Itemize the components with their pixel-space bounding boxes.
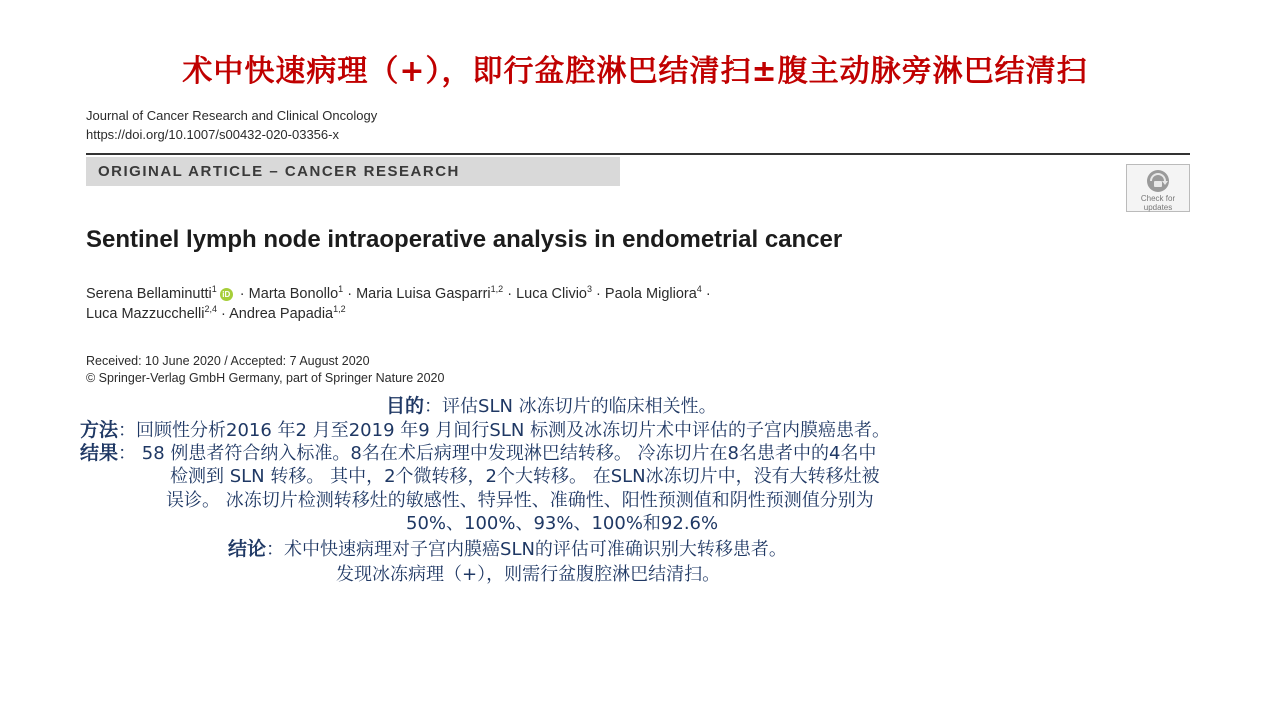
article-type-banner: ORIGINAL ARTICLE – CANCER RESEARCH: [86, 157, 620, 186]
author-separator: ·: [705, 286, 711, 302]
check-updates-line2: updates: [1143, 203, 1173, 212]
author-list: [86, 284, 711, 324]
results-label: 结果: [80, 442, 119, 464]
check-updates-line1: Check for: [1140, 194, 1176, 203]
slide-title: 术中快速病理（+），即行盆腔淋巴结清扫±腹主动脉旁淋巴结清扫: [182, 54, 1088, 89]
author-separator: ·: [596, 286, 601, 302]
orcid-icon[interactable]: iD: [220, 288, 233, 301]
author-affiliation: 1: [338, 284, 344, 295]
objective-text: ：评估SLN 冰冻切片的临床相关性。: [424, 396, 717, 417]
journal-name: Journal of Cancer Research and Clinical Oncology: [86, 108, 378, 123]
author-name: Andrea Papadia: [229, 306, 334, 322]
methods-text: ：回顾性分析2016 年2 月至2019 年9 月间行SLN 标测及冰冻切片术中评估的子宫内膜癌患者。: [118, 420, 891, 441]
conclusion-line-1: [228, 539, 787, 560]
results-line-4: 50%、100%、93%、100%和92.6%: [406, 513, 719, 534]
author-name: Luca Clivio: [516, 286, 587, 302]
conclusion-text-1: ：术中快速病理对子宫内膜癌SLN的评估可准确识别大转移患者。: [266, 539, 787, 560]
check-updates-icon: [1145, 168, 1171, 194]
results-line-1: [80, 443, 876, 464]
author-line-1: [86, 284, 711, 304]
author-line-2: [86, 304, 711, 324]
author-separator: ·: [221, 306, 226, 322]
author-name: Serena Bellaminutti: [86, 286, 212, 302]
divider-line: [86, 153, 1190, 155]
author-name: Marta Bonollo: [248, 286, 339, 302]
author-affiliation: 1: [211, 284, 217, 295]
author-name: Maria Luisa Gasparri: [356, 286, 491, 302]
doi-link[interactable]: https://doi.org/10.1007/s00432-020-03356-x: [86, 127, 339, 142]
author-name: Luca Mazzucchelli: [86, 306, 205, 322]
received-date: Received: 10 June 2020 / Accepted: 7 August 2020: [86, 354, 370, 368]
paper-title: Sentinel lymph node intraoperative analysis in endometrial cancer: [86, 226, 843, 253]
conclusion-line-2: 发现冰冻病理（+），则需行盆腹腔淋巴结清扫。: [336, 564, 721, 585]
author-name: Paola Migliora: [604, 286, 697, 302]
author-affiliation: 2,4: [204, 304, 217, 315]
results-text-1: ： 58 例患者符合纳入标准。8名在术后病理中发现淋巴结转移。 冷冻切片在8名患者中的4名中: [118, 443, 877, 464]
results-line-3: 误诊。 冰冻切片检测转移灶的敏感性、特异性、准确性、阳性预测值和阴性预测值分别为: [166, 490, 874, 511]
check-for-updates-badge[interactable]: [1126, 164, 1190, 212]
results-line-2: 检测到 SLN 转移。 其中，2个微转移，2个大转移。 在SLN冰冻切片中，没有大转移灶被: [170, 466, 880, 487]
author-affiliation: 1,2: [333, 304, 346, 315]
objective-label: 目的: [386, 395, 425, 417]
author-affiliation: 3: [586, 284, 592, 295]
methods-label: 方法: [80, 419, 119, 441]
publication-info: [86, 353, 444, 387]
methods-line: [80, 420, 890, 441]
paper-header: [86, 106, 1190, 144]
author-affiliation: 4: [696, 284, 702, 295]
author-separator: ·: [239, 286, 245, 302]
objective-line: [386, 396, 717, 417]
author-separator: ·: [347, 286, 353, 302]
author-separator: ·: [507, 286, 513, 302]
author-affiliation: 1,2: [490, 284, 504, 295]
conclusion-label: 结论: [228, 538, 267, 560]
copyright-notice: © Springer-Verlag GmbH Germany, part of Springer Nature 2020: [86, 371, 445, 385]
